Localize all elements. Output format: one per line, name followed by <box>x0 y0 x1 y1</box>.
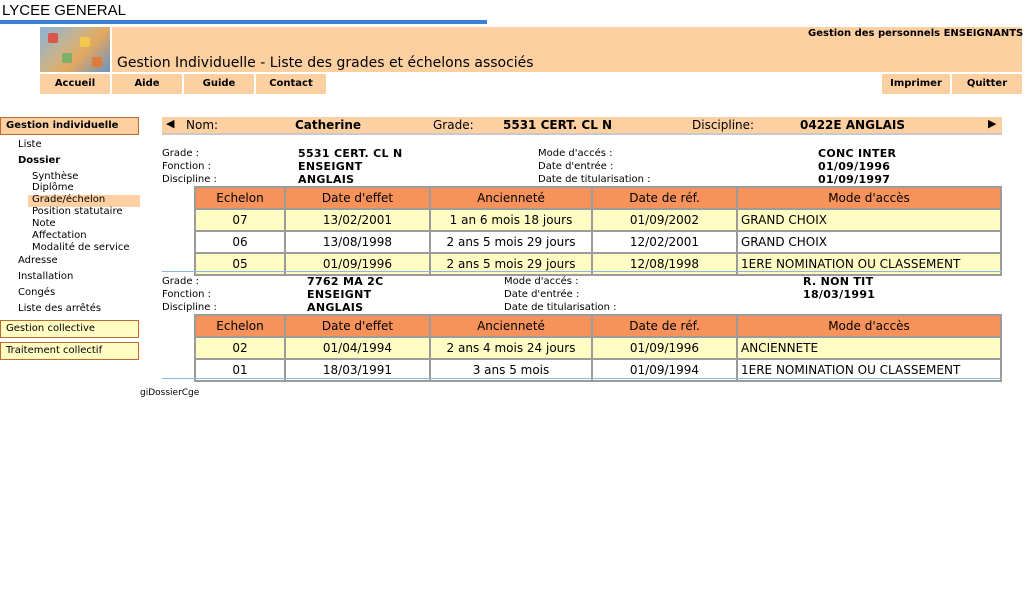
col-header-anciennete: Ancienneté <box>430 187 592 209</box>
block-divider <box>162 271 1002 272</box>
sidebar-item-installation[interactable]: Installation <box>18 271 74 282</box>
page-heading: Gestion Individuelle - Liste des grades et échelons associés <box>117 55 534 71</box>
col-header-echelon: Echelon <box>195 187 285 209</box>
col-header-date-effet: Date d'effet <box>285 187 430 209</box>
col-header-mode-acces: Mode d'accès <box>737 187 1001 209</box>
cell-date-effet: 13/02/2001 <box>285 209 430 231</box>
cell-date-ref: 12/02/2001 <box>592 231 737 253</box>
block1-discipline-label: Discipline : <box>162 174 217 185</box>
table-header-row <box>195 187 1001 209</box>
cell-echelon: 01 <box>195 359 285 381</box>
nav-accueil-button[interactable]: Accueil <box>40 74 110 94</box>
table-header-row <box>195 315 1001 337</box>
discipline-label: Discipline: <box>692 118 755 132</box>
nav-guide-button[interactable]: Guide <box>184 74 254 94</box>
cell-date-effet: 01/04/1994 <box>285 337 430 359</box>
block1-grade-label: Grade : <box>162 148 200 159</box>
block2-mode-acces-label: Mode d'accés : <box>504 276 579 287</box>
nav-contact-button[interactable]: Contact <box>256 74 326 94</box>
sidebar-item-diplome[interactable]: Diplôme <box>32 182 74 193</box>
block-divider <box>162 378 1002 379</box>
col-header-date-ref: Date de réf. <box>592 187 737 209</box>
next-arrow-icon[interactable]: ▶ <box>988 117 997 130</box>
sidebar-traitement-collectif[interactable]: Traitement collectif <box>0 342 139 360</box>
echelon-table-2 <box>194 314 1002 382</box>
block1-grade-value: 5531 CERT. CL N <box>298 147 403 160</box>
cell-anciennete: 2 ans 4 mois 24 jours <box>430 337 592 359</box>
block1-mode-acces-value: CONC INTER <box>818 147 897 160</box>
sidebar-item-dossier[interactable]: Dossier <box>18 155 61 166</box>
sidebar-item-grade-echelon[interactable]: Grade/échelon <box>32 194 106 205</box>
table-row <box>195 337 1001 359</box>
nav-imprimer-button[interactable]: Imprimer <box>882 74 950 94</box>
col-header-mode-acces: Mode d'accès <box>737 315 1001 337</box>
table-row <box>195 231 1001 253</box>
nav-quitter-button[interactable]: Quitter <box>952 74 1022 94</box>
sidebar-gestion-individuelle[interactable]: Gestion individuelle <box>0 117 139 135</box>
cell-anciennete: 2 ans 5 mois 29 jours <box>430 253 592 275</box>
block2-date-entree-value: 18/03/1991 <box>803 288 876 301</box>
agent-info-bar <box>162 117 1002 135</box>
cell-mode-acces: 1ERE NOMINATION OU CLASSEMENT <box>737 253 1001 275</box>
cell-anciennete: 2 ans 5 mois 29 jours <box>430 231 592 253</box>
cell-mode-acces: GRAND CHOIX <box>737 231 1001 253</box>
footer-code: giDossierCge <box>140 388 200 398</box>
block2-grade-label: Grade : <box>162 276 200 287</box>
logo-image <box>40 27 110 72</box>
block1-fonction-label: Fonction : <box>162 161 212 172</box>
sidebar-item-affectation[interactable]: Affectation <box>32 230 87 241</box>
col-header-echelon: Echelon <box>195 315 285 337</box>
cell-echelon: 05 <box>195 253 285 275</box>
col-header-anciennete: Ancienneté <box>430 315 592 337</box>
sidebar-item-adresse[interactable]: Adresse <box>18 255 58 266</box>
cell-mode-acces: 1ERE NOMINATION OU CLASSEMENT <box>737 359 1001 381</box>
previous-arrow-icon[interactable]: ◀ <box>166 117 175 130</box>
cell-mode-acces: ANCIENNETE <box>737 337 1001 359</box>
cell-echelon: 07 <box>195 209 285 231</box>
block2-mode-acces-value: R. NON TIT <box>803 275 874 288</box>
cell-date-ref: 12/08/1998 <box>592 253 737 275</box>
block2-fonction-value: ENSEIGNT <box>307 288 372 301</box>
block1-date-titularisation-label: Date de titularisation : <box>538 174 651 185</box>
block1-discipline-value: ANGLAIS <box>298 173 355 186</box>
echelon-table-1 <box>194 186 1002 276</box>
block1-date-entree-label: Date d'entrée : <box>538 161 614 172</box>
grade-label: Grade: <box>433 118 474 132</box>
cell-date-ref: 01/09/1996 <box>592 337 737 359</box>
cell-anciennete: 3 ans 5 mois <box>430 359 592 381</box>
col-header-date-ref: Date de réf. <box>592 315 737 337</box>
cell-echelon: 02 <box>195 337 285 359</box>
sidebar-item-conges[interactable]: Congés <box>18 287 56 298</box>
cell-mode-acces: GRAND CHOIX <box>737 209 1001 231</box>
block2-discipline-value: ANGLAIS <box>307 301 364 314</box>
nav-aide-button[interactable]: Aide <box>112 74 182 94</box>
block1-date-titularisation-value: 01/09/1997 <box>818 173 891 186</box>
sidebar-item-note[interactable]: Note <box>32 218 56 229</box>
cell-date-ref: 01/09/1994 <box>592 359 737 381</box>
block1-date-entree-value: 01/09/1996 <box>818 160 891 173</box>
sidebar-item-position-statutaire[interactable]: Position statutaire <box>32 206 123 217</box>
sidebar-gestion-collective[interactable]: Gestion collective <box>0 320 139 338</box>
sidebar-item-liste[interactable]: Liste <box>18 139 42 150</box>
cell-date-effet: 18/03/1991 <box>285 359 430 381</box>
cell-date-ref: 01/09/2002 <box>592 209 737 231</box>
sidebar-item-synthese[interactable]: Synthèse <box>32 171 79 182</box>
block1-mode-acces-label: Mode d'accés : <box>538 148 613 159</box>
sidebar-item-modalite-service[interactable]: Modalité de service <box>32 242 130 253</box>
grade-value: 5531 CERT. CL N <box>503 118 613 132</box>
app-title: LYCEE GENERAL <box>2 2 126 19</box>
section-title: Gestion des personnels ENSEIGNANTS <box>808 28 1024 39</box>
cell-date-effet: 13/08/1998 <box>285 231 430 253</box>
cell-date-effet: 01/09/1996 <box>285 253 430 275</box>
sidebar-item-liste-arretes[interactable]: Liste des arrêtés <box>18 303 102 314</box>
block2-discipline-label: Discipline : <box>162 302 217 313</box>
block2-date-titularisation-label: Date de titularisation : <box>504 302 617 313</box>
table-row <box>195 209 1001 231</box>
col-header-date-effet: Date d'effet <box>285 315 430 337</box>
block2-date-entree-label: Date d'entrée : <box>504 289 580 300</box>
block1-fonction-value: ENSEIGNT <box>298 160 363 173</box>
nom-label: Nom: <box>186 118 219 132</box>
title-underline <box>0 20 487 24</box>
nom-value: Catherine <box>295 118 362 132</box>
cell-anciennete: 1 an 6 mois 18 jours <box>430 209 592 231</box>
cell-echelon: 06 <box>195 231 285 253</box>
block2-fonction-label: Fonction : <box>162 289 212 300</box>
block2-grade-value: 7762 MA 2C <box>307 275 384 288</box>
discipline-value: 0422E ANGLAIS <box>800 118 905 132</box>
